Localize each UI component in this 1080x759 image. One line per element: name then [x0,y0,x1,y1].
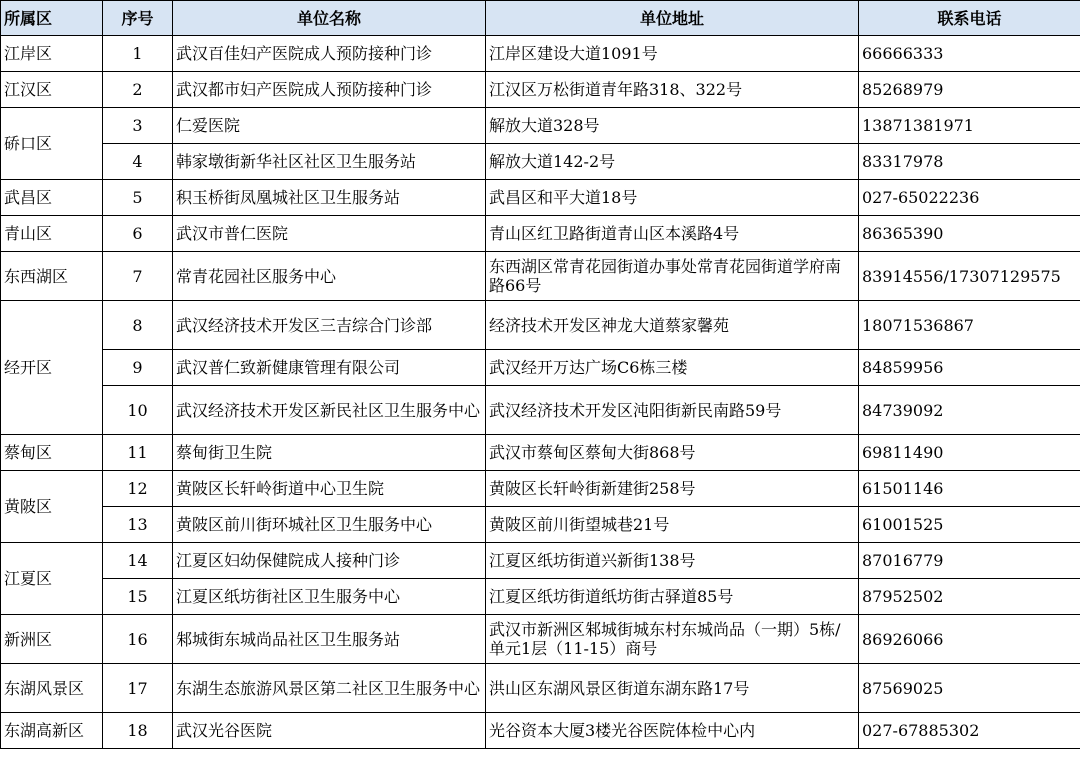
header-seq: 序号 [103,1,173,36]
table-row [1,386,1080,435]
phone-cell: 66666333 [859,36,1080,72]
seq-cell: 6 [103,216,173,252]
seq-cell: 11 [103,435,173,471]
unit-address-cell: 武汉经开万达广场C6栋三楼 [486,350,859,386]
seq-cell: 13 [103,507,173,543]
district-cell: 经开区 [1,301,103,435]
unit-address-cell: 洪山区东湖风景区街道东湖东路17号 [486,664,859,713]
phone-cell: 86365390 [859,216,1080,252]
unit-address-cell: 江夏区纸坊街道纸坊街古驿道85号 [486,579,859,615]
unit-address-cell: 黄陂区前川街望城巷21号 [486,507,859,543]
seq-cell: 7 [103,252,173,301]
table-row [1,180,1080,216]
seq-cell: 14 [103,543,173,579]
unit-address-cell: 江汉区万松街道青年路318、322号 [486,72,859,108]
table-row [1,144,1080,180]
table-row [1,72,1080,108]
district-cell: 江岸区 [1,36,103,72]
unit-name-cell: 韩家墩街新华社区社区卫生服务站 [173,144,486,180]
unit-address-cell: 光谷资本大厦3楼光谷医院体检中心内 [486,713,859,749]
district-cell: 蔡甸区 [1,435,103,471]
phone-cell: 87952502 [859,579,1080,615]
unit-name-cell: 积玉桥街凤凰城社区卫生服务站 [173,180,486,216]
table-row [1,216,1080,252]
table-row [1,543,1080,579]
phone-cell: 18071536867 [859,301,1080,350]
unit-address-cell: 青山区红卫路街道青山区本溪路4号 [486,216,859,252]
unit-name-cell: 武汉经济技术开发区新民社区卫生服务中心 [173,386,486,435]
phone-cell: 84739092 [859,386,1080,435]
unit-name-cell: 武汉都市妇产医院成人预防接种门诊 [173,72,486,108]
unit-name-cell: 蔡甸街卫生院 [173,435,486,471]
seq-cell: 16 [103,615,173,664]
seq-cell: 12 [103,471,173,507]
unit-address-cell: 武汉市蔡甸区蔡甸大街868号 [486,435,859,471]
phone-cell: 027-65022236 [859,180,1080,216]
phone-cell: 69811490 [859,435,1080,471]
unit-name-cell: 仁爱医院 [173,108,486,144]
header-phone: 联系电话 [859,1,1080,36]
unit-name-cell: 江夏区妇幼保健院成人接种门诊 [173,543,486,579]
phone-cell: 83914556/17307129575 [859,252,1080,301]
unit-name-cell: 黄陂区前川街环城社区卫生服务中心 [173,507,486,543]
seq-cell: 8 [103,301,173,350]
seq-cell: 2 [103,72,173,108]
unit-name-cell: 武汉普仁致新健康管理有限公司 [173,350,486,386]
district-cell: 新洲区 [1,615,103,664]
seq-cell: 18 [103,713,173,749]
phone-cell: 84859956 [859,350,1080,386]
unit-address-cell: 江岸区建设大道1091号 [486,36,859,72]
unit-name-cell: 武汉市普仁医院 [173,216,486,252]
phone-cell: 13871381971 [859,108,1080,144]
seq-cell: 4 [103,144,173,180]
unit-address-cell: 江夏区纸坊街道兴新街138号 [486,543,859,579]
table-body [1,36,1080,749]
phone-cell: 87016779 [859,543,1080,579]
table-row [1,350,1080,386]
unit-name-cell: 武汉经济技术开发区三吉综合门诊部 [173,301,486,350]
district-cell: 江汉区 [1,72,103,108]
table-row [1,615,1080,664]
unit-name-cell: 江夏区纸坊街社区卫生服务中心 [173,579,486,615]
table-row [1,435,1080,471]
unit-name-cell: 邾城街东城尚品社区卫生服务站 [173,615,486,664]
table-row [1,664,1080,713]
unit-address-cell: 武汉市新洲区邾城街城东村东城尚品（一期）5栋/单元1层（11-15）商号 [486,615,859,664]
seq-cell: 3 [103,108,173,144]
seq-cell: 9 [103,350,173,386]
district-cell: 武昌区 [1,180,103,216]
unit-address-cell: 经济技术开发区神龙大道蔡家馨苑 [486,301,859,350]
phone-cell: 027-67885302 [859,713,1080,749]
unit-address-cell: 解放大道142-2号 [486,144,859,180]
phone-cell: 61001525 [859,507,1080,543]
seq-cell: 10 [103,386,173,435]
unit-address-cell: 解放大道328号 [486,108,859,144]
unit-address-cell: 武汉经济技术开发区沌阳街新民南路59号 [486,386,859,435]
seq-cell: 17 [103,664,173,713]
unit-name-cell: 常青花园社区服务中心 [173,252,486,301]
table-row [1,713,1080,749]
unit-address-cell: 武昌区和平大道18号 [486,180,859,216]
table-row [1,252,1080,301]
header-district: 所属区 [1,1,103,36]
district-cell: 黄陂区 [1,471,103,543]
unit-name-cell: 武汉光谷医院 [173,713,486,749]
district-cell: 硚口区 [1,108,103,180]
phone-cell: 85268979 [859,72,1080,108]
table-row [1,36,1080,72]
table-row [1,579,1080,615]
seq-cell: 5 [103,180,173,216]
header-row [1,1,1080,36]
table-row [1,507,1080,543]
table-row [1,108,1080,144]
district-cell: 东西湖区 [1,252,103,301]
unit-name-cell: 东湖生态旅游风景区第二社区卫生服务中心 [173,664,486,713]
unit-address-cell: 黄陂区长轩岭街新建街258号 [486,471,859,507]
unit-name-cell: 武汉百佳妇产医院成人预防接种门诊 [173,36,486,72]
phone-cell: 87569025 [859,664,1080,713]
phone-cell: 83317978 [859,144,1080,180]
district-cell: 东湖高新区 [1,713,103,749]
header-name: 单位名称 [173,1,486,36]
unit-address-cell: 东西湖区常青花园街道办事处常青花园街道学府南路66号 [486,252,859,301]
seq-cell: 15 [103,579,173,615]
table-row [1,471,1080,507]
district-cell: 东湖风景区 [1,664,103,713]
phone-cell: 86926066 [859,615,1080,664]
district-cell: 青山区 [1,216,103,252]
district-cell: 江夏区 [1,543,103,615]
phone-cell: 61501146 [859,471,1080,507]
table-row [1,301,1080,350]
unit-name-cell: 黄陂区长轩岭街道中心卫生院 [173,471,486,507]
header-address: 单位地址 [486,1,859,36]
seq-cell: 1 [103,36,173,72]
